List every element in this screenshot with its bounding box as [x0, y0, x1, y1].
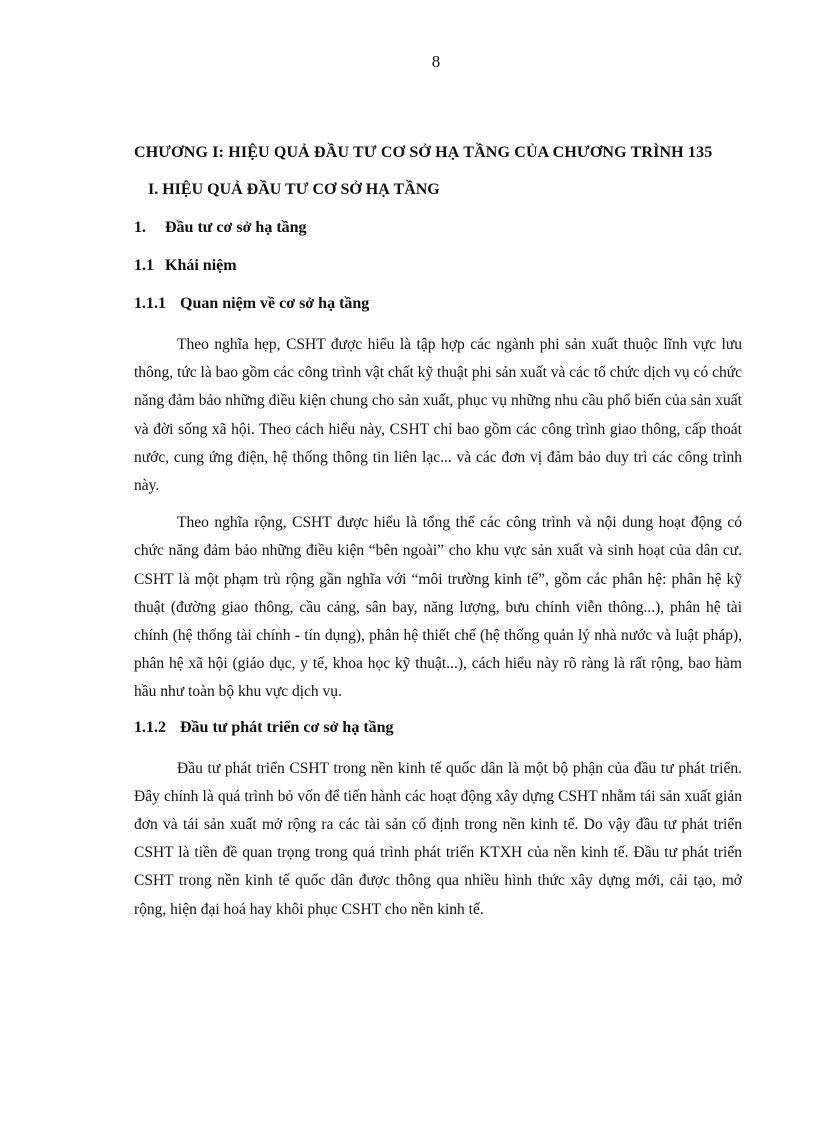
section-heading: I. HIỆU QUẢ ĐẦU TƯ CƠ SỞ HẠ TẦNG	[148, 181, 440, 198]
heading-1-1-1-number: 1.1.1	[134, 295, 166, 312]
heading-1-1-2-number: 1.1.2	[134, 718, 166, 736]
heading-1	[134, 217, 742, 239]
heading-1-1-2	[134, 717, 742, 739]
heading-1-1	[134, 255, 742, 277]
paragraph-narrow-definition: Theo nghĩa hẹp, CSHT được hiểu là tập hợp các ngành phi sản xuất thuộc lĩnh vực lưu thông, tức là bao gồm các công trình vật chất kỹ thuật phi sản xuất và các tổ chức dịch vụ có chức năng đảm bảo những điều kiện chung cho sản xuất, phục vụ những nhu cầu phổ biến của sản xuất và đời sống xã hội. Theo cách hiểu này, CSHT chỉ bao gồm các công trình giao thông, cấp thoát nước, cung ứng điện, hệ thống thông tin liên lạc... và các đơn vị đảm bảo duy trì các công trình này.	[134, 336, 742, 495]
heading-1-1-number: 1.1	[134, 257, 154, 274]
heading-1-text: Đầu tư cơ sở hạ tầng	[165, 219, 307, 236]
heading-1-1-2-text: Đầu tư phát triển cơ sở hạ tầng	[180, 718, 394, 736]
heading-1-1-1-text: Quan niệm về cơ sở hạ tầng	[180, 295, 370, 312]
heading-1-number: 1.	[134, 219, 146, 236]
paragraph-investment-development: Đầu tư phát triển CSHT trong nền kinh tế quốc dân là một bộ phận của đầu tư phát triển. Đây chính là quá trình bỏ vốn để tiến hành các hoạt động xây dựng CSHT nhằm tái sản xuất giản đơn và tái sản xuất mở rộng ra các tài sản cố định trong nền kinh tế. Do vậy đầu tư phát triển CSHT là tiền đề quan trọng trong quá trình phát triển KTXH của nền kinh tế. Đầu tư phát triển CSHT trong nền kinh tế quốc dân được thông qua nhiều hình thức xây dựng mới, cải tạo, mở rộng, hiện đại hoá hay khôi phục CSHT cho nền kinh tế.	[134, 759, 742, 918]
paragraph-broad-definition: Theo nghĩa rộng, CSHT được hiểu là tổng thể các công trình và nội dung hoạt động có chức năng đảm bảo những điều kiện “bên ngoài” cho khu vực sản xuất và sinh hoạt của dân cư. CSHT là một phạm trù rộng gần nghĩa với “môi trường kinh tế”, gồm các phân hệ: phân hệ kỹ thuật (đường giao thông, cầu cảng, sân bay, năng lượng, bưu chính viễn thông...), phân hệ tài chính (hệ thống tài chính - tín dụng), phân hệ thiết chế (hệ thống quản lý nhà nước và luật pháp), phân hệ xã hội (giáo dục, y tế, khoa học kỹ thuật...), cách hiểu này rõ ràng là rất rộng, bao hàm hầu như toàn bộ khu vực dịch vụ.	[134, 514, 742, 701]
heading-1-1-text: Khái niệm	[165, 257, 237, 274]
page-number: 8	[431, 52, 441, 71]
heading-1-1-1	[134, 293, 742, 315]
page-content	[134, 138, 742, 933]
chapter-title: CHƯƠNG I: HIỆU QUẢ ĐẦU TƯ CƠ SỞ HẠ TẦNG CỦA CHƯƠNG TRÌNH 135	[134, 144, 713, 161]
